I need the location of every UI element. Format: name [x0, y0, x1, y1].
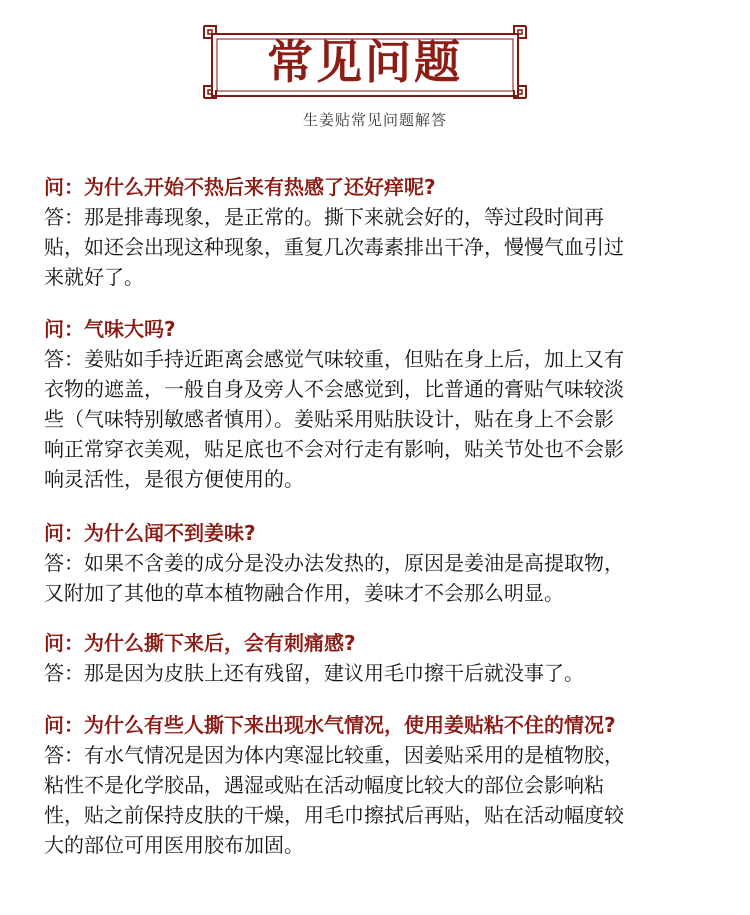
faq-answer-line: 衣物的遮盖，一般自身及旁人不会感觉到，比普通的膏贴气味较淡: [44, 377, 624, 401]
faq-answer-line: 响灵活性，是很方便使用的。: [44, 467, 304, 491]
faq-answer-line: 响正常穿衣美观，贴足底也不会对行走有影响，贴关节处也不会影: [44, 437, 624, 461]
faq-answer-line: 又附加了其他的草本植物融合作用，姜味才不会那么明显。: [44, 581, 564, 605]
faq-question: 问：为什么有些人撕下来出现水气情况，使用姜贴粘不住的情况?: [44, 713, 616, 737]
faq-answer-line: 答：有水气情况是因为体内寒湿比较重，因姜贴采用的是植物胶，: [44, 743, 624, 767]
faq-question: 问：为什么闻不到姜味?: [44, 521, 256, 545]
faq-answer-line: 粘性不是化学胶品，遇湿或贴在活动幅度比较大的部位会影响粘: [44, 773, 604, 797]
faq-item-3: [44, 518, 724, 608]
faq-answer-line: 贴，如还会出现这种现象，重复几次毒素排出干净，慢慢气血引过: [44, 235, 624, 259]
faq-answer-line: 答：那是因为皮肤上还有残留，建议用毛巾擦干后就没事了。: [44, 661, 584, 685]
faq-answer-line: 大的部位可用医用胶布加固。: [44, 833, 304, 857]
faq-question: 问：气味大吗?: [44, 317, 176, 341]
faq-answer: [44, 548, 724, 608]
faq-answer: [44, 740, 724, 860]
page-subtitle: 生姜贴常见问题解答: [302, 111, 447, 129]
faq-answer: [44, 658, 724, 688]
title-frame: [202, 24, 528, 100]
faq-answer-line: 答：那是排毒现象，是正常的。撕下来就会好的，等过段时间再: [44, 205, 604, 229]
faq-answer-line: 答：如果不含姜的成分是没办法发热的，原因是姜油是高提取物，: [44, 551, 624, 575]
page-title: 常见问题: [267, 35, 463, 89]
faq-answer-line: 些（气味特别敏感者慎用）。姜贴采用贴肤设计，贴在身上不会影: [44, 407, 614, 431]
faq-item-4: [44, 628, 724, 688]
faq-question: 问：为什么开始不热后来有热感了还好痒呢?: [44, 175, 436, 199]
faq-item-5: [44, 710, 724, 860]
faq-question: 问：为什么撕下来后，会有刺痛感?: [44, 631, 356, 655]
faq-answer: [44, 344, 724, 494]
faq-answer-line: 答：姜贴如手持近距离会感觉气味较重，但贴在身上后，加上又有: [44, 347, 624, 371]
faq-item-2: [44, 314, 724, 494]
faq-answer-line: 来就好了。: [44, 265, 144, 289]
faq-answer: [44, 202, 724, 292]
faq-item-1: [44, 172, 724, 292]
faq-answer-line: 性，贴之前保持皮肤的干燥，用毛巾擦拭后再贴，贴在活动幅度较: [44, 803, 624, 827]
